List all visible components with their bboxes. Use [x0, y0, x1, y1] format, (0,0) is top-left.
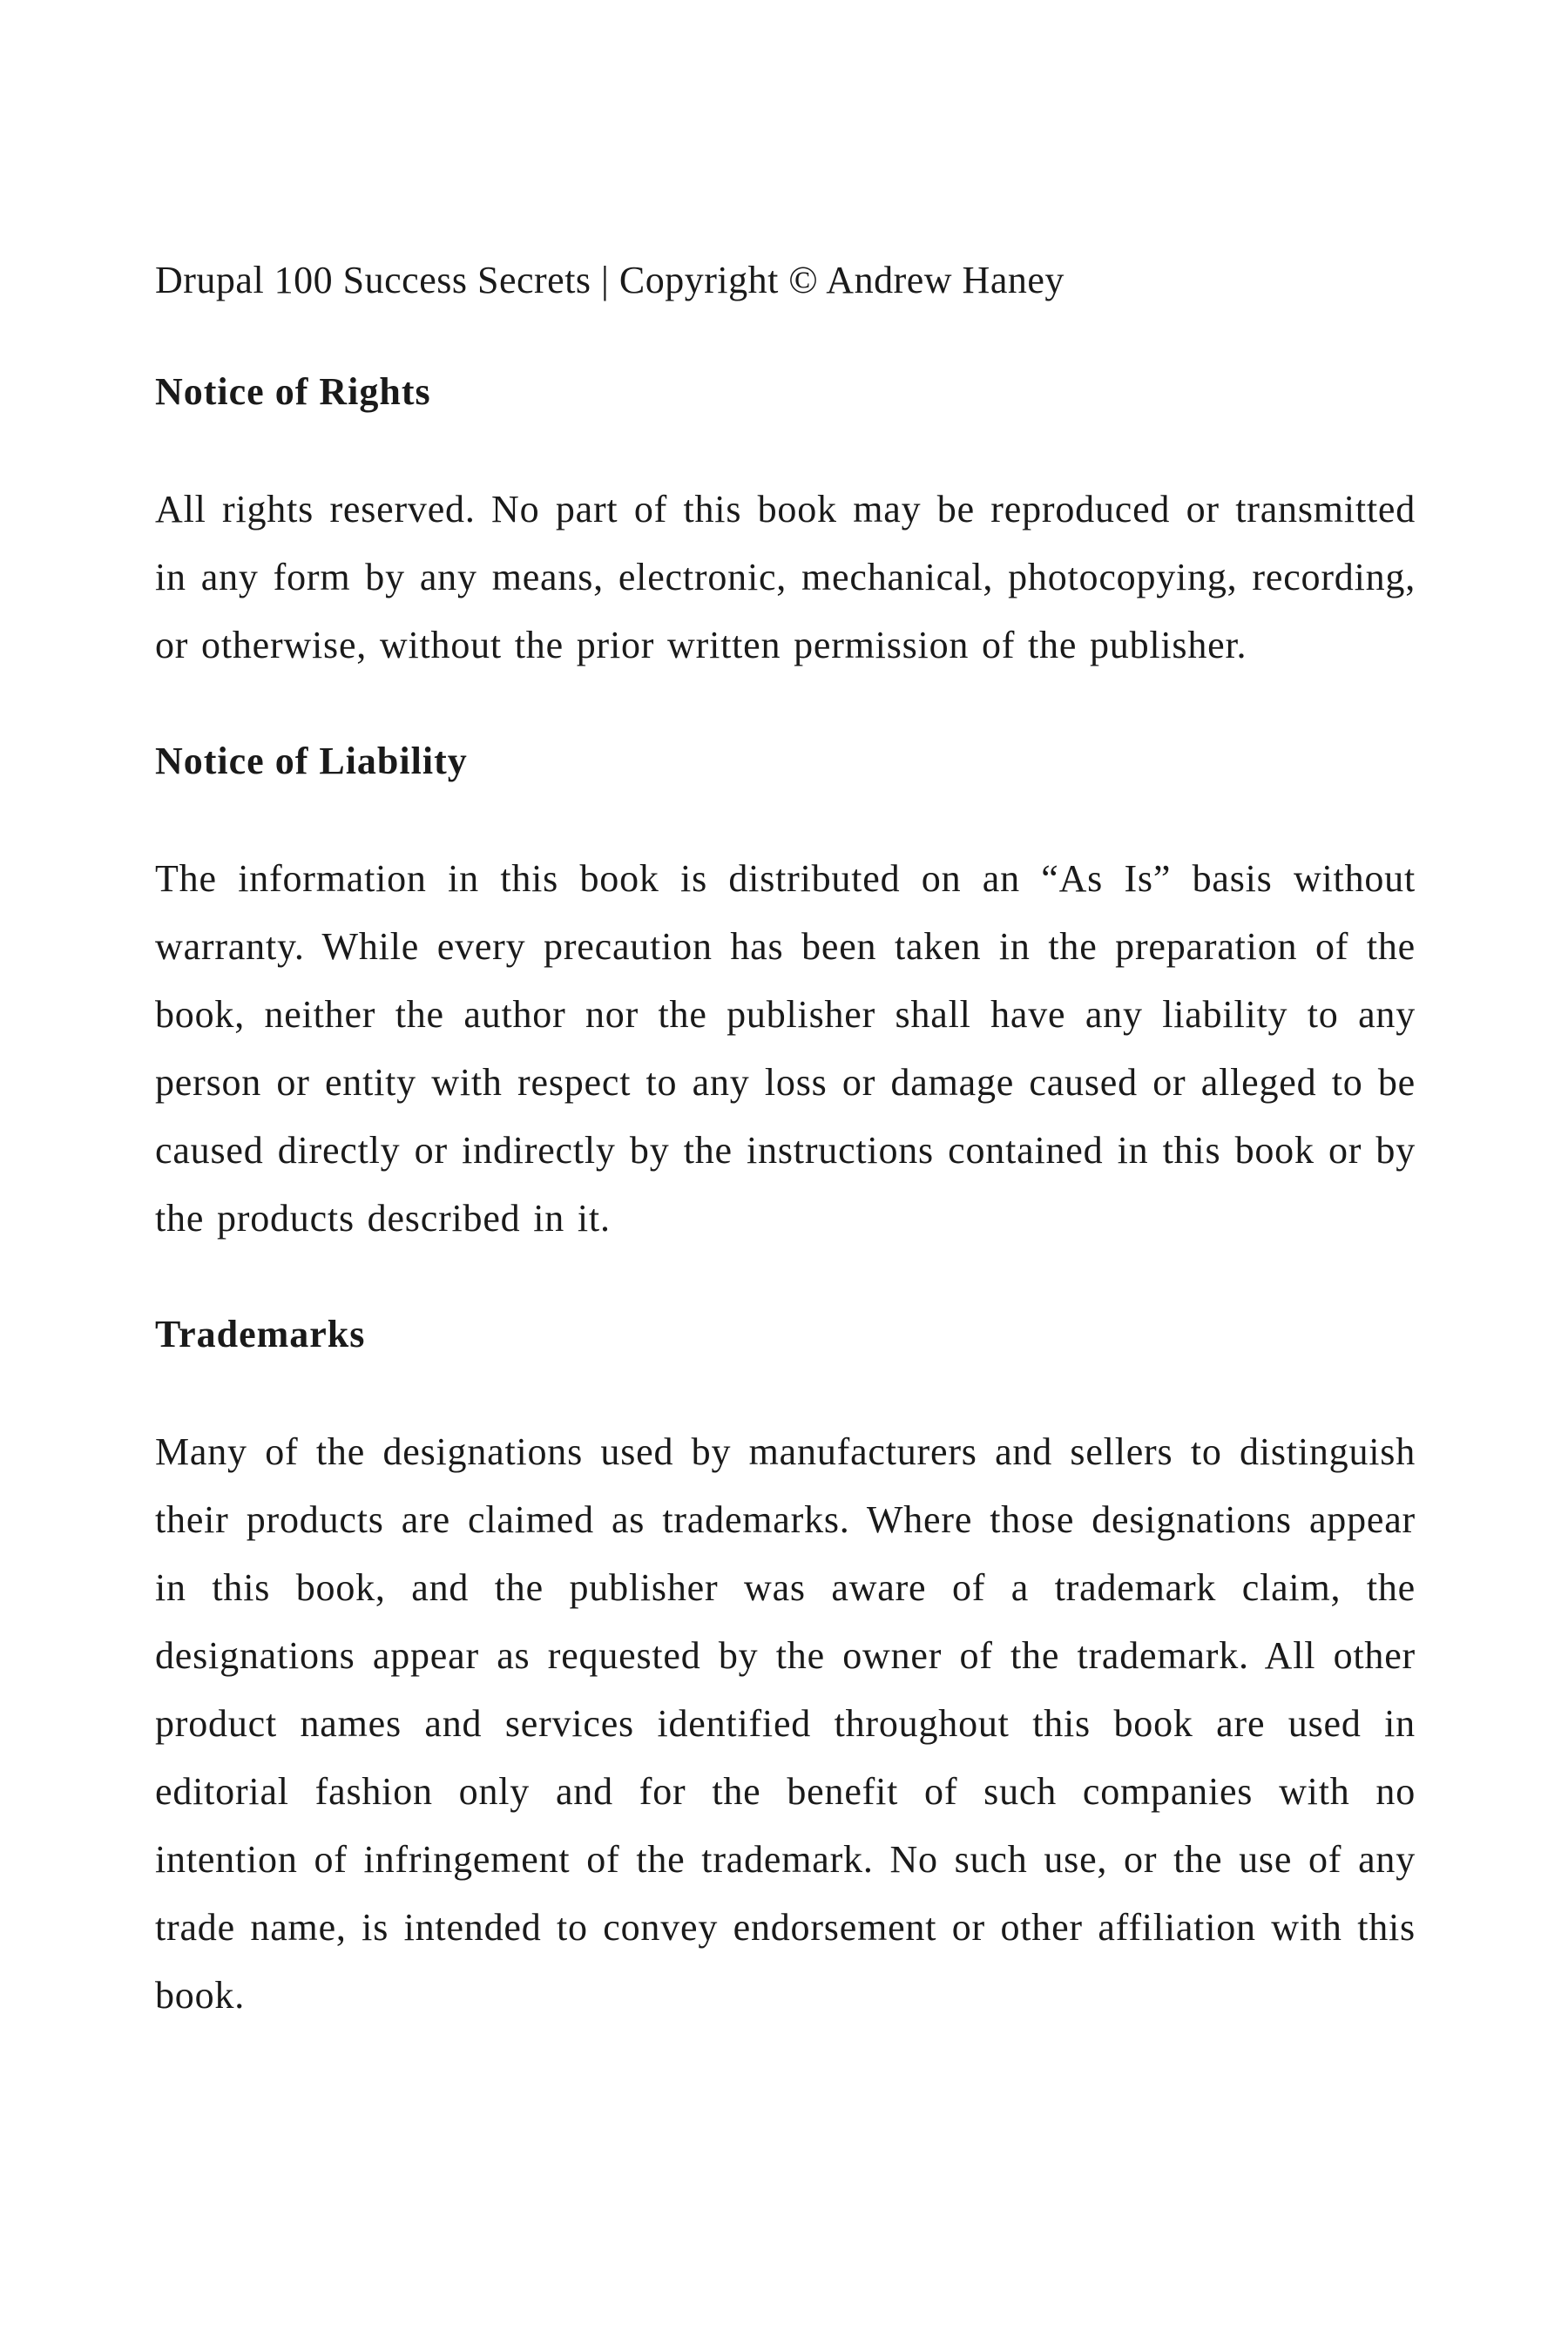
- trademarks-text: Many of the designations used by manufacturers and sellers to distinguish their products are claimed as trademarks. Where those designations appear in this book, and the publisher was aware of a trademark claim, the designations appear as requested by the owner of the trademark. All other product names and services identified throughout this book are used in editorial fashion only and for the benefit of such companies with no intention of infringement of the trademark. No such use, or the use of any trade name, is intended to convey endorsement or other affiliation with this book.: [155, 1430, 1416, 2017]
- notice-of-liability-heading: Notice of Liability: [155, 740, 468, 782]
- notice-of-rights-heading: Notice of Rights: [155, 370, 431, 413]
- trademarks-heading: Trademarks: [155, 1313, 366, 1355]
- notice-of-liability-text: The information in this book is distributed on an “As Is” basis without warranty. While every precaution has been taken in the preparation of the book, neither the author nor the publisher shall have any liability to any person or entity with respect to any loss or damage caused or alleged to be caused directly or indirectly by the instructions contained in this book or by the products described in it.: [155, 857, 1416, 1240]
- copyright-page: [155, 253, 1416, 2084]
- trademarks-section: [155, 1307, 1416, 2030]
- book-title-copyright-line: Drupal 100 Success Secrets | Copyright © Andrew Haney: [155, 259, 1064, 301]
- notice-of-rights-section: [155, 364, 1416, 679]
- notice-of-rights-text: All rights reserved. No part of this book may be reproduced or transmitted in any form by any means, electronic, mechanical, photocopying, recording, or otherwise, without the prior written permission of the publisher.: [155, 488, 1416, 666]
- notice-of-liability-section: [155, 733, 1416, 1253]
